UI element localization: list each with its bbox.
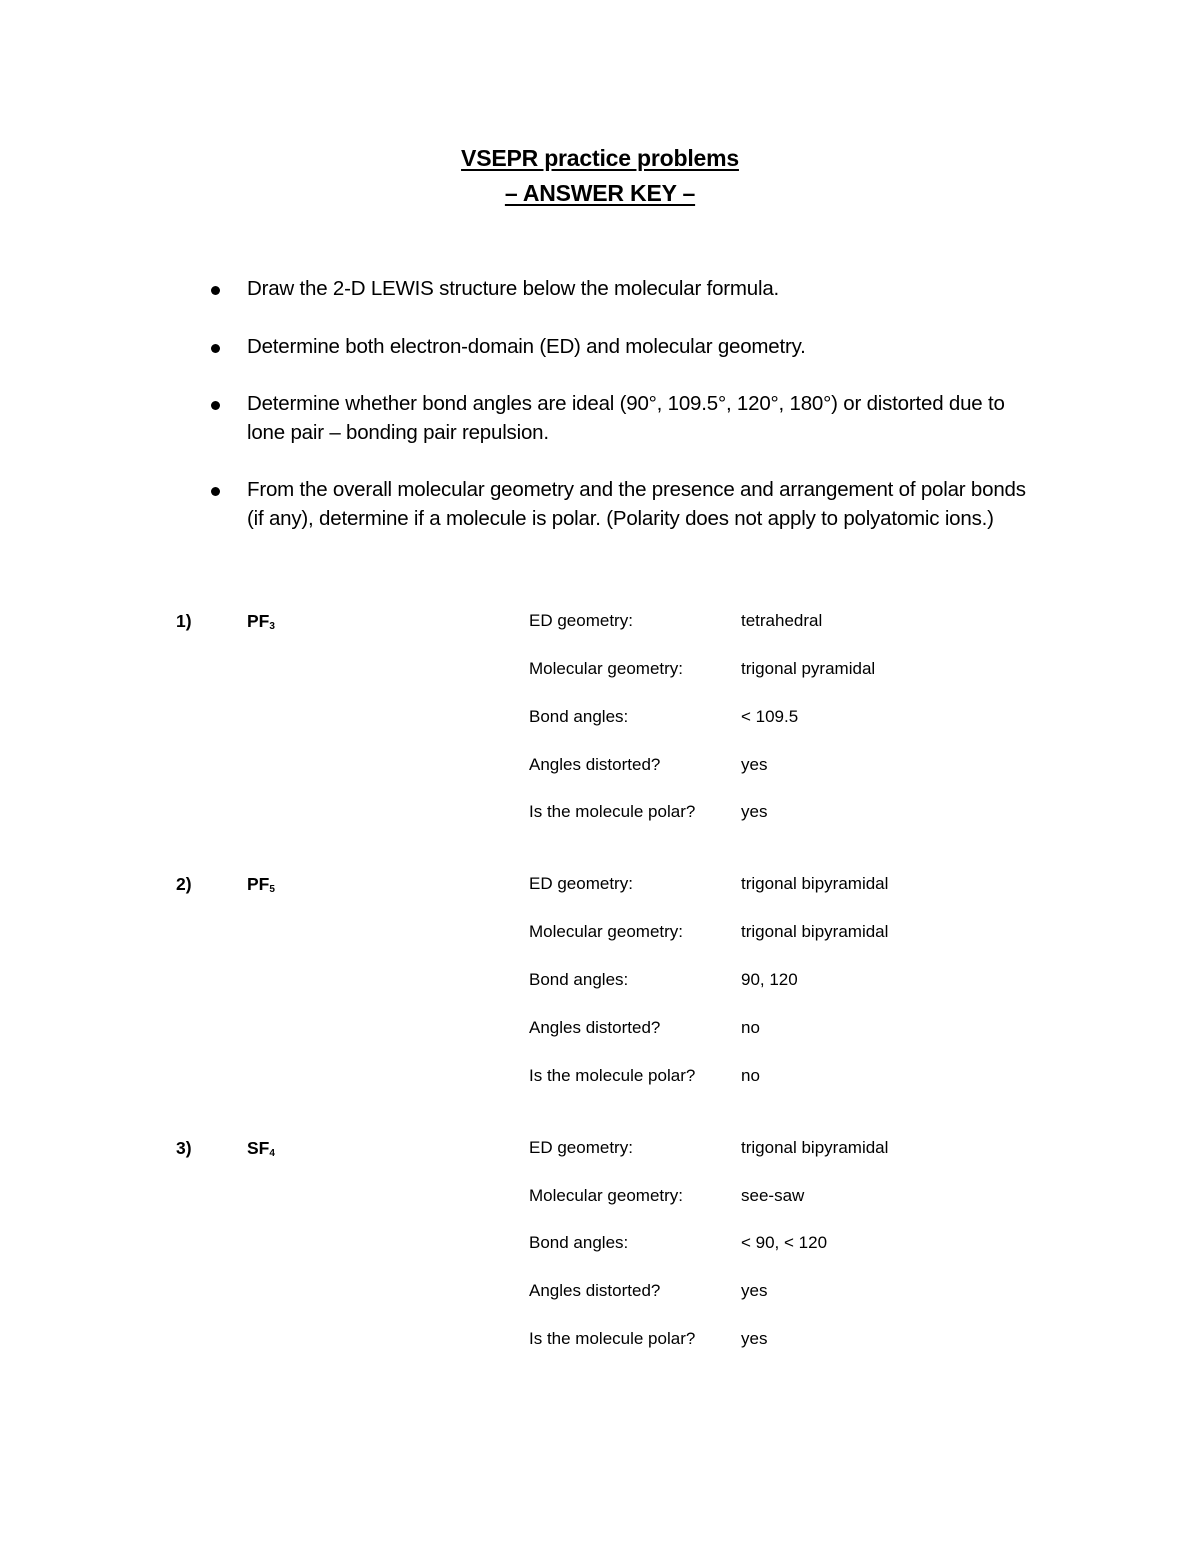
bond-angles-row xyxy=(0,707,1200,731)
row-label: Molecular geometry: xyxy=(529,659,684,678)
bullet-icon xyxy=(211,401,220,410)
formula-subscript: 3 xyxy=(269,621,275,632)
page-subtitle: – ANSWER KEY – xyxy=(504,180,696,206)
row-label: Bond angles: xyxy=(529,707,629,726)
row-answer: yes xyxy=(741,1329,768,1348)
polarity-row xyxy=(0,1329,1200,1353)
problem-3 xyxy=(0,1138,1200,1378)
instruction-list xyxy=(0,275,1200,562)
row-answer: < 90, < 120 xyxy=(741,1233,828,1252)
bullet-icon xyxy=(211,344,220,353)
polarity-row xyxy=(0,802,1200,826)
instruction-text: From the overall molecular geometry and the presence and arrangement of polar bonds (if any), determine if a molecule is polar. (Polarity does not apply to polyatomic ions.) xyxy=(247,478,1026,530)
row-answer: trigonal pyramidal xyxy=(741,659,876,678)
row-answer: no xyxy=(741,1066,760,1085)
problem-2 xyxy=(0,874,1200,1114)
problem-number: 2) xyxy=(176,874,192,894)
row-label: Angles distorted? xyxy=(529,1281,661,1300)
bullet-icon xyxy=(211,286,220,295)
row-label: Bond angles: xyxy=(529,1233,629,1252)
ed-geometry-row xyxy=(0,874,1200,898)
ed-geometry-row xyxy=(0,1138,1200,1162)
instruction-item xyxy=(0,275,1200,304)
bullet-icon xyxy=(211,487,220,496)
row-label: Angles distorted? xyxy=(529,755,661,774)
row-label: ED geometry: xyxy=(529,874,633,893)
row-label: Is the molecule polar? xyxy=(529,802,696,821)
row-answer: yes xyxy=(741,755,768,774)
angles-distorted-row xyxy=(0,755,1200,779)
instruction-text: Determine both electron-domain (ED) and molecular geometry. xyxy=(247,334,806,358)
row-answer: trigonal bipyramidal xyxy=(741,1138,889,1157)
formula-base: PF xyxy=(247,874,270,894)
formula-base: PF xyxy=(247,611,270,631)
instruction-text: Draw the 2-D LEWIS structure below the molecular formula. xyxy=(247,277,780,300)
angles-distorted-row xyxy=(0,1281,1200,1305)
row-answer: yes xyxy=(741,1281,768,1300)
row-label: ED geometry: xyxy=(529,1138,633,1157)
row-label: Molecular geometry: xyxy=(529,922,684,941)
bond-angles-row xyxy=(0,1233,1200,1257)
row-answer: trigonal bipyramidal xyxy=(741,874,889,893)
molecular-geometry-row xyxy=(0,1186,1200,1210)
ed-geometry-row xyxy=(0,611,1200,635)
instruction-item xyxy=(0,390,1200,447)
row-answer: < 109.5 xyxy=(741,707,799,726)
polarity-row xyxy=(0,1066,1200,1090)
row-answer: trigonal bipyramidal xyxy=(741,922,889,941)
row-answer: no xyxy=(741,1018,760,1037)
page-title: VSEPR practice problems xyxy=(461,145,739,171)
formula-subscript: 5 xyxy=(269,884,275,895)
problem-number: 3) xyxy=(176,1138,192,1158)
row-label: Is the molecule polar? xyxy=(529,1329,696,1348)
formula-subscript: 4 xyxy=(269,1148,275,1159)
row-label: ED geometry: xyxy=(529,611,633,630)
row-answer: tetrahedral xyxy=(741,611,823,630)
molecular-geometry-row xyxy=(0,922,1200,946)
row-answer: yes xyxy=(741,802,768,821)
row-label: Bond angles: xyxy=(529,970,629,989)
formula-base: SF xyxy=(247,1138,270,1158)
molecular-geometry-row xyxy=(0,659,1200,683)
instruction-item xyxy=(0,476,1200,533)
angles-distorted-row xyxy=(0,1018,1200,1042)
problem-1 xyxy=(0,611,1200,851)
row-answer: 90, 120 xyxy=(741,970,798,989)
row-label: Angles distorted? xyxy=(529,1018,661,1037)
row-label: Molecular geometry: xyxy=(529,1186,684,1205)
row-label: Is the molecule polar? xyxy=(529,1066,696,1085)
problem-number: 1) xyxy=(176,611,192,631)
instruction-item xyxy=(0,333,1200,362)
instruction-text: Determine whether bond angles are ideal (90°, 109.5°, 120°, 180°) or distorted due to lone pair – bonding pair repulsion. xyxy=(247,392,1005,444)
row-answer: see-saw xyxy=(741,1186,805,1205)
bond-angles-row xyxy=(0,970,1200,994)
